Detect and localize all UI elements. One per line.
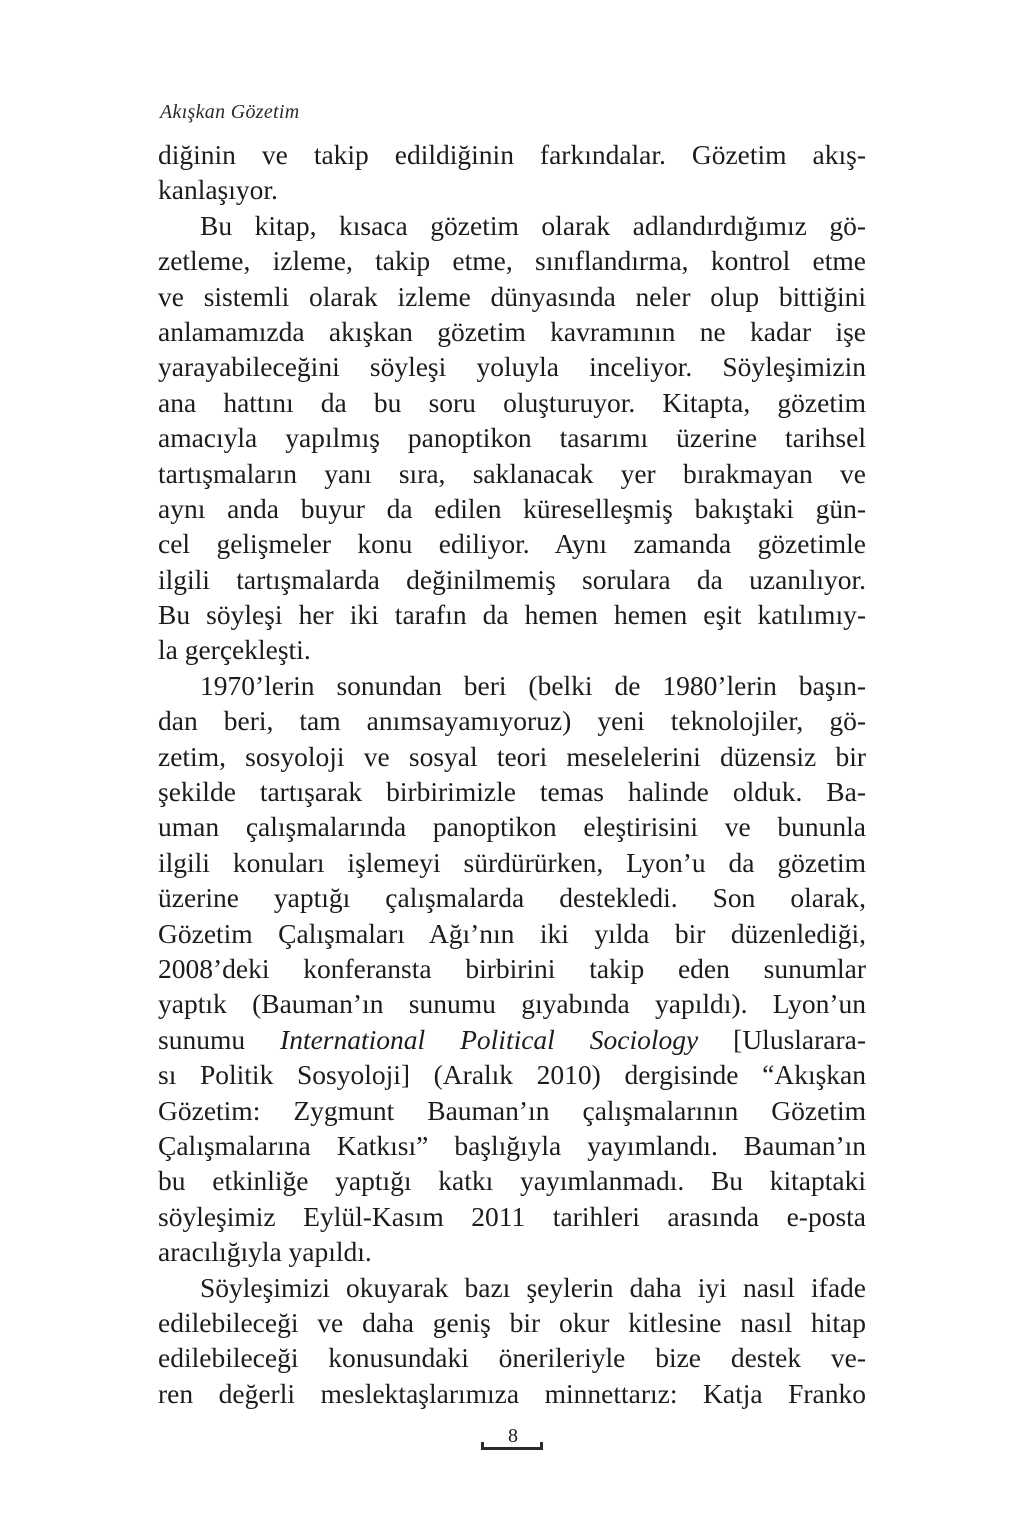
text-line: cel gelişmeler konu ediliyor. Aynı zamanda gözetimle [158, 528, 866, 560]
text-line: şekilde tartışarak birbirimizle temas halinde olduk. Ba- [158, 776, 866, 808]
text-line: yaptık (Bauman’ın sunumu gıyabında yapıldı). Lyon’un [158, 988, 866, 1020]
text-line: Çalışmalarına Katkısı” başlığıyla yayımlandı. Bauman’ın [158, 1129, 866, 1161]
text-segment: [Uluslarara- [698, 1023, 867, 1055]
text-line [158, 1022, 866, 1057]
text-line: aracılığıyla yapıldı. [158, 1236, 372, 1268]
text-line: Bu söyleşi her iki tarafın da hemen hemen eşit katılımıy- [158, 599, 866, 631]
text-line: 1970’lerin sonundan beri (belki de 1980’lerin başın- [200, 669, 866, 701]
folio-bracket-decoration [481, 1442, 543, 1450]
running-head: Akışkan Gözetim [160, 101, 300, 123]
text-line: bu etkinliğe yaptığı katkı yayımlanmadı. Bu kitaptaki [158, 1165, 866, 1197]
text-line: ren değerli meslektaşlarımıza minnettarız: Katja Franko [158, 1377, 866, 1409]
text-line: üzerine yaptığı çalışmalarda destekledi. Son olarak, [158, 882, 866, 914]
text-line: aynı anda buyur da edilen küreselleşmiş bakıştaki gün- [158, 492, 866, 524]
text-line: kanlaşıyor. [158, 174, 278, 206]
text-line: amacıyla yapılmış panoptikon tasarımı üzerine tarihsel [158, 422, 866, 454]
text-line: Bu kitap, kısaca gözetim olarak adlandırdığımız gö- [200, 209, 866, 241]
journal-title: International Political Sociology [280, 1023, 699, 1055]
text-line: diğinin ve takip edildiğinin farkındalar. Gözetim akış- [158, 139, 866, 170]
text-line: uman çalışmalarında panoptikon eleştirisini ve bununla [158, 811, 866, 843]
text-line: sı Politik Sosyoloji] (Aralık 2010) dergisinde “Akışkan [158, 1059, 866, 1091]
text-line: la gerçekleşti. [158, 634, 311, 666]
text-line: edilebileceği ve daha geniş bir okur kitlesine nasıl hitap [158, 1306, 866, 1338]
text-segment: sunumu [158, 1023, 281, 1055]
text-line: ve sistemli olarak izleme dünyasında neler olup bittiğini [158, 280, 866, 312]
text-line: yarayabileceğini söyleşi yoluyla inceliyor. Söyleşimizin [158, 351, 866, 383]
text-line: edilebileceği konusundaki önerileriyle bize destek ve- [158, 1342, 866, 1374]
text-line: zetleme, izleme, takip etme, sınıflandırma, kontrol etme [158, 245, 866, 277]
text-line: ilgili tartışmalarda değinilmemiş sorulara da uzanılıyor. [158, 563, 866, 595]
page-number-folio [481, 1425, 545, 1453]
text-line: 2008’deki konferansta birbirini takip eden sunumlar [158, 952, 866, 984]
text-line: dan beri, tam anımsayamıyoruz) yeni teknolojiler, gö- [158, 705, 866, 737]
text-line: zetim, sosyoloji ve sosyal teori meselelerini düzensiz bir [158, 740, 866, 772]
text-line: Söyleşimizi okuyarak bazı şeylerin daha iyi nasıl ifade [200, 1271, 866, 1303]
text-line: ilgili konuları işlemeyi sürdürürken, Lyon’u da gözetim [158, 846, 866, 878]
text-line: Gözetim: Zygmunt Bauman’ın çalışmalarının Gözetim [158, 1094, 866, 1126]
page-number: 8 [508, 1425, 518, 1447]
body-text [158, 137, 866, 1411]
text-line: söyleşimiz Eylül-Kasım 2011 tarihleri arasında e-posta [158, 1200, 866, 1232]
text-line: anlamamızda akışkan gözetim kavramının ne kadar işe [158, 315, 866, 347]
text-line: Gözetim Çalışmaları Ağı’nın iki yılda bir düzenlediği, [158, 917, 866, 949]
text-line: ana hattını da bu soru oluşturuyor. Kitapta, gözetim [158, 386, 866, 418]
text-line: tartışmaların yanı sıra, saklanacak yer bırakmayan ve [158, 457, 866, 489]
